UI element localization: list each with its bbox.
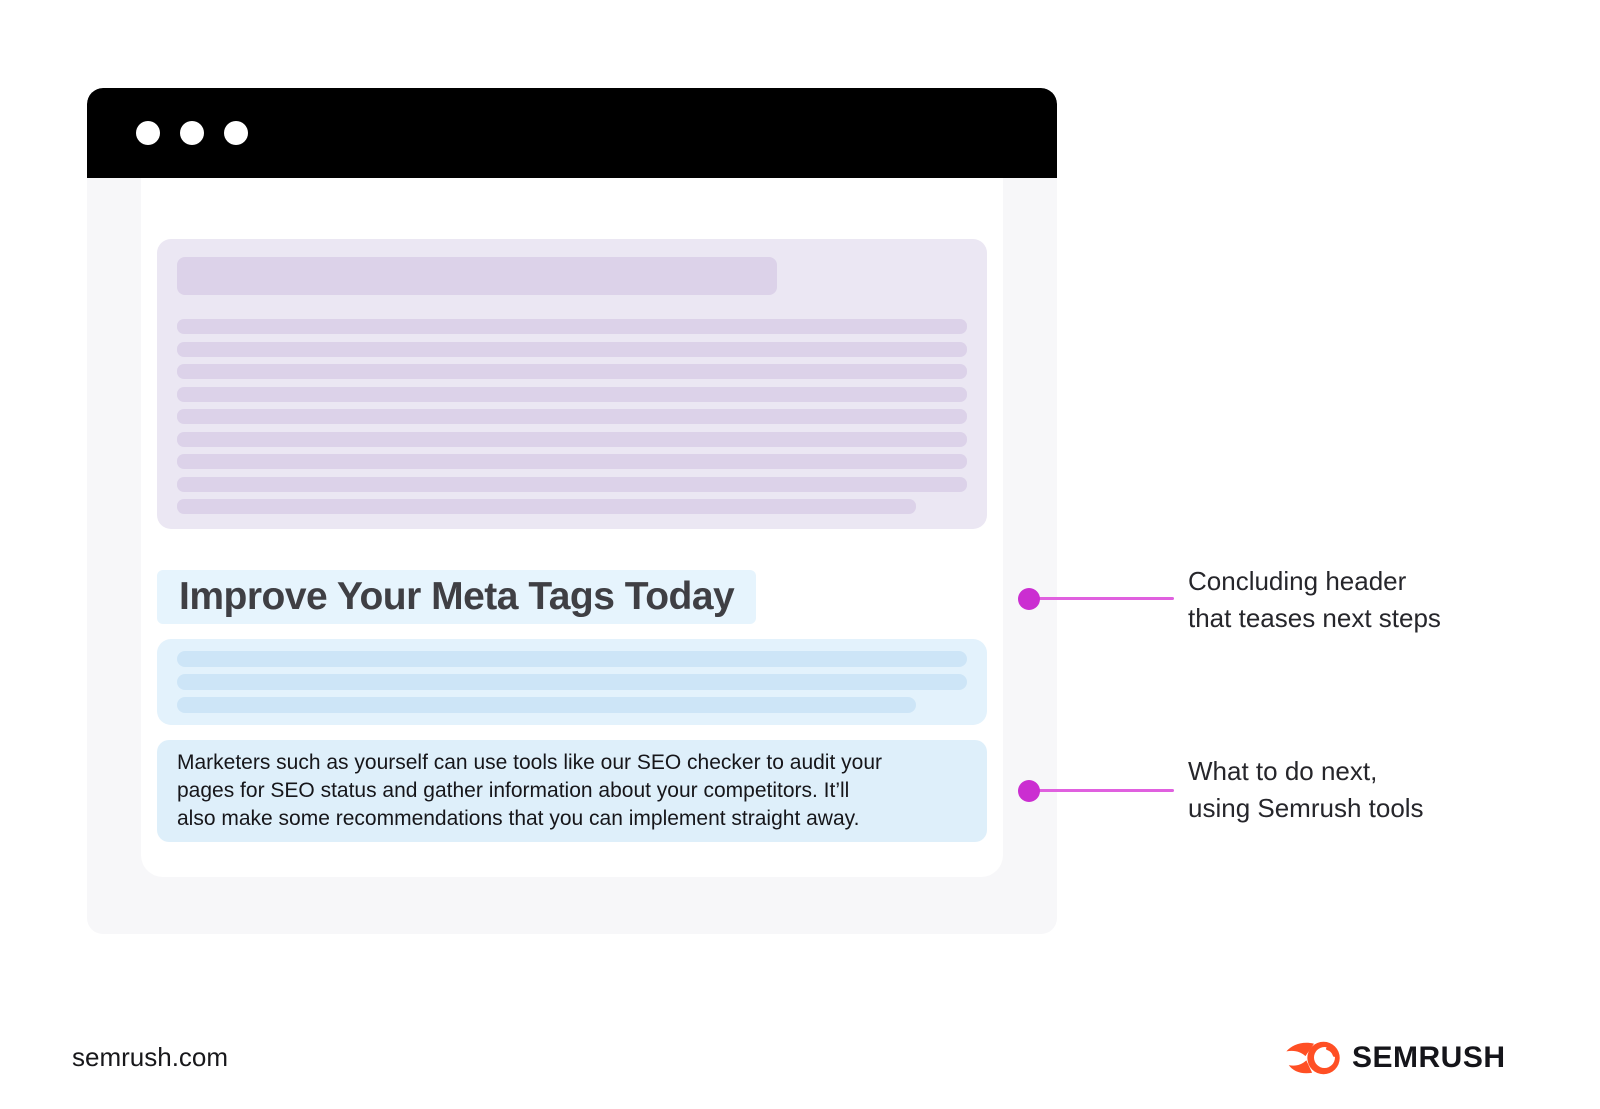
- annotation-line: using Semrush tools: [1188, 793, 1424, 823]
- paragraph-line: also make some recommendations that you can implement straight away.: [177, 807, 860, 830]
- semrush-logo: [1285, 1038, 1506, 1078]
- article-body-skeleton: [157, 239, 987, 529]
- window-control-dot: [136, 121, 160, 145]
- annotation-label-concluding-header: [1188, 563, 1441, 637]
- skeleton-line: [177, 387, 967, 402]
- paragraph-line: pages for SEO status and gather information about your competitors. It’ll: [177, 779, 850, 802]
- annotation-line: that teases next steps: [1188, 603, 1441, 633]
- skeleton-line: [177, 432, 967, 447]
- paragraph-line: Marketers such as yourself can use tools like our SEO checker to audit your: [177, 751, 882, 774]
- page-content-panel: [141, 178, 1003, 877]
- browser-window: [87, 88, 1057, 934]
- cta-paragraph: [157, 740, 987, 842]
- browser-titlebar: [87, 88, 1057, 178]
- skeleton-line: [177, 499, 916, 514]
- skeleton-line: [177, 477, 967, 492]
- annotation-label-what-to-do-next: [1188, 753, 1424, 827]
- skeleton-line: [177, 454, 967, 469]
- annotation-dot: [1018, 780, 1040, 802]
- source-url: semrush.com: [72, 1042, 229, 1072]
- next-steps-skeleton: [157, 639, 987, 725]
- skeleton-title-bar: [177, 257, 777, 295]
- skeleton-line: [177, 651, 967, 667]
- skeleton-line: [177, 364, 967, 379]
- window-control-dot: [224, 121, 248, 145]
- semrush-wordmark: SEMRUSH: [1352, 1041, 1506, 1074]
- semrush-fireball-icon: [1285, 1038, 1343, 1078]
- skeleton-line: [177, 674, 967, 690]
- annotation-line: What to do next,: [1188, 756, 1378, 786]
- annotation-line: Concluding header: [1188, 566, 1407, 596]
- annotation-dot: [1018, 588, 1040, 610]
- annotation-connector-line: [1029, 789, 1174, 792]
- window-control-dot: [180, 121, 204, 145]
- skeleton-line: [177, 342, 967, 357]
- skeleton-line: [177, 697, 916, 713]
- skeleton-line: [177, 319, 967, 334]
- skeleton-lines: [177, 319, 967, 514]
- annotation-connector-line: [1029, 597, 1174, 600]
- skeleton-line: [177, 409, 967, 424]
- concluding-header: Improve Your Meta Tags Today: [157, 570, 756, 624]
- skeleton-lines: [177, 651, 967, 713]
